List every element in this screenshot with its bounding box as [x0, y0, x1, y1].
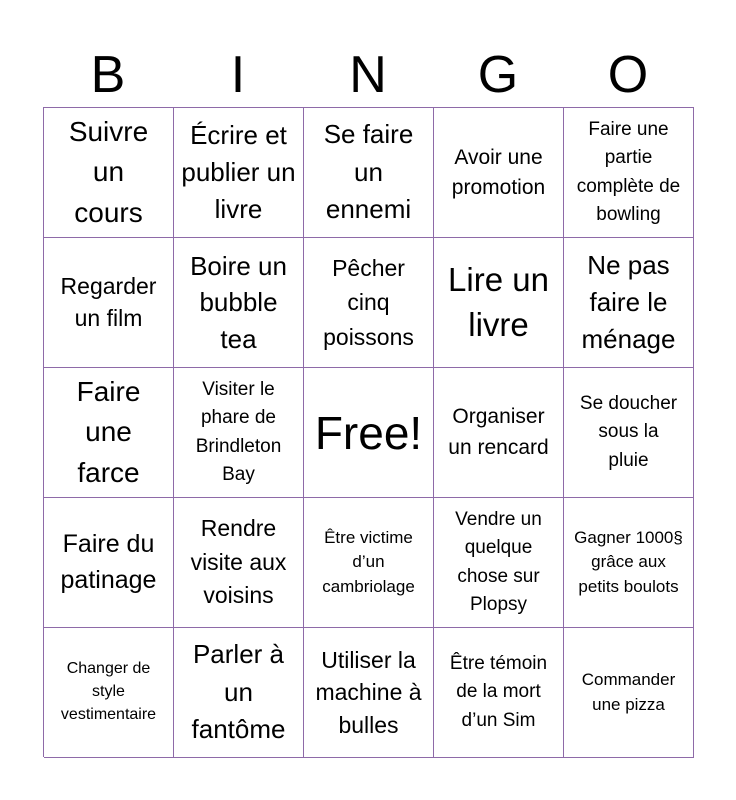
bingo-cell[interactable] [304, 368, 434, 498]
bingo-cell[interactable] [434, 368, 564, 498]
cell-text: Faire une farce [76, 375, 141, 488]
cell-text: Utiliser la machine à bulles [315, 647, 422, 738]
cell-text: Organiser un rencard [448, 405, 549, 459]
cell-text: Ne pas faire le ménage [581, 250, 676, 354]
cell-text: Avoir une promotion [451, 146, 546, 199]
cell-text: Boire un bubble tea [190, 250, 287, 354]
bingo-cell[interactable] [564, 628, 694, 758]
cell-text: Regarder un film [60, 272, 157, 331]
cell-text: Vendre un quelque chose sur Plopsy [455, 508, 542, 615]
cell-text: Être témoin de la mort d’un Sim [449, 652, 548, 731]
header-letter-g: G [477, 46, 519, 104]
cell-text: Rendre visite aux voisins [190, 515, 287, 609]
bingo-cell[interactable] [434, 498, 564, 628]
bingo-cell[interactable] [304, 238, 434, 368]
bingo-cell[interactable] [564, 498, 694, 628]
bingo-cell[interactable] [564, 108, 694, 238]
cell-text: Écrire et publier un livre [181, 120, 296, 224]
bingo-cell[interactable] [304, 628, 434, 758]
bingo-board [43, 107, 694, 757]
bingo-cell[interactable] [434, 238, 564, 368]
cell-text: Être victime d’un cambriolage [322, 527, 415, 596]
bingo-cell[interactable] [44, 238, 174, 368]
cell-text: Faire du patinage [60, 530, 157, 594]
bingo-cell[interactable] [434, 108, 564, 238]
cell-text: Lire un livre [448, 260, 549, 343]
cell-text: Changer de style vestimentaire [60, 660, 157, 723]
cell-text: Se faire un ennemi [323, 118, 414, 225]
bingo-cell[interactable] [434, 628, 564, 758]
cell-text: Gagner 1000§ grâce aux petits boulots [574, 527, 683, 596]
cell-text: Parler à un fantôme [191, 638, 286, 745]
bingo-cell[interactable] [564, 238, 694, 368]
header-letter-i: I [230, 46, 246, 104]
bingo-cell[interactable] [174, 238, 304, 368]
cell-text: Se doucher sous la pluie [579, 392, 678, 471]
header-letter-n: N [349, 46, 387, 104]
bingo-cell[interactable] [174, 368, 304, 498]
bingo-cell[interactable] [564, 368, 694, 498]
cell-text: Pêcher cinq poissons [323, 254, 414, 350]
bingo-cell[interactable] [44, 498, 174, 628]
bingo-cell[interactable] [174, 498, 304, 628]
bingo-cell[interactable] [304, 498, 434, 628]
bingo-cell[interactable] [174, 108, 304, 238]
bingo-cell[interactable] [44, 628, 174, 758]
cell-text: Visiter le phare de Brindleton Bay [195, 378, 282, 485]
cell-text: Suivre un cours [68, 115, 149, 228]
bingo-cell[interactable] [44, 108, 174, 238]
bingo-cell[interactable] [304, 108, 434, 238]
bingo-header [43, 44, 693, 106]
cell-text: Commander une pizza [581, 670, 676, 714]
cell-text: Faire une partie complète de bowling [576, 118, 681, 225]
cell-text: Free! [314, 406, 423, 459]
bingo-cell[interactable] [174, 628, 304, 758]
header-letter-o: O [607, 46, 649, 104]
bingo-cell[interactable] [44, 368, 174, 498]
header-letter-b: B [90, 46, 126, 104]
